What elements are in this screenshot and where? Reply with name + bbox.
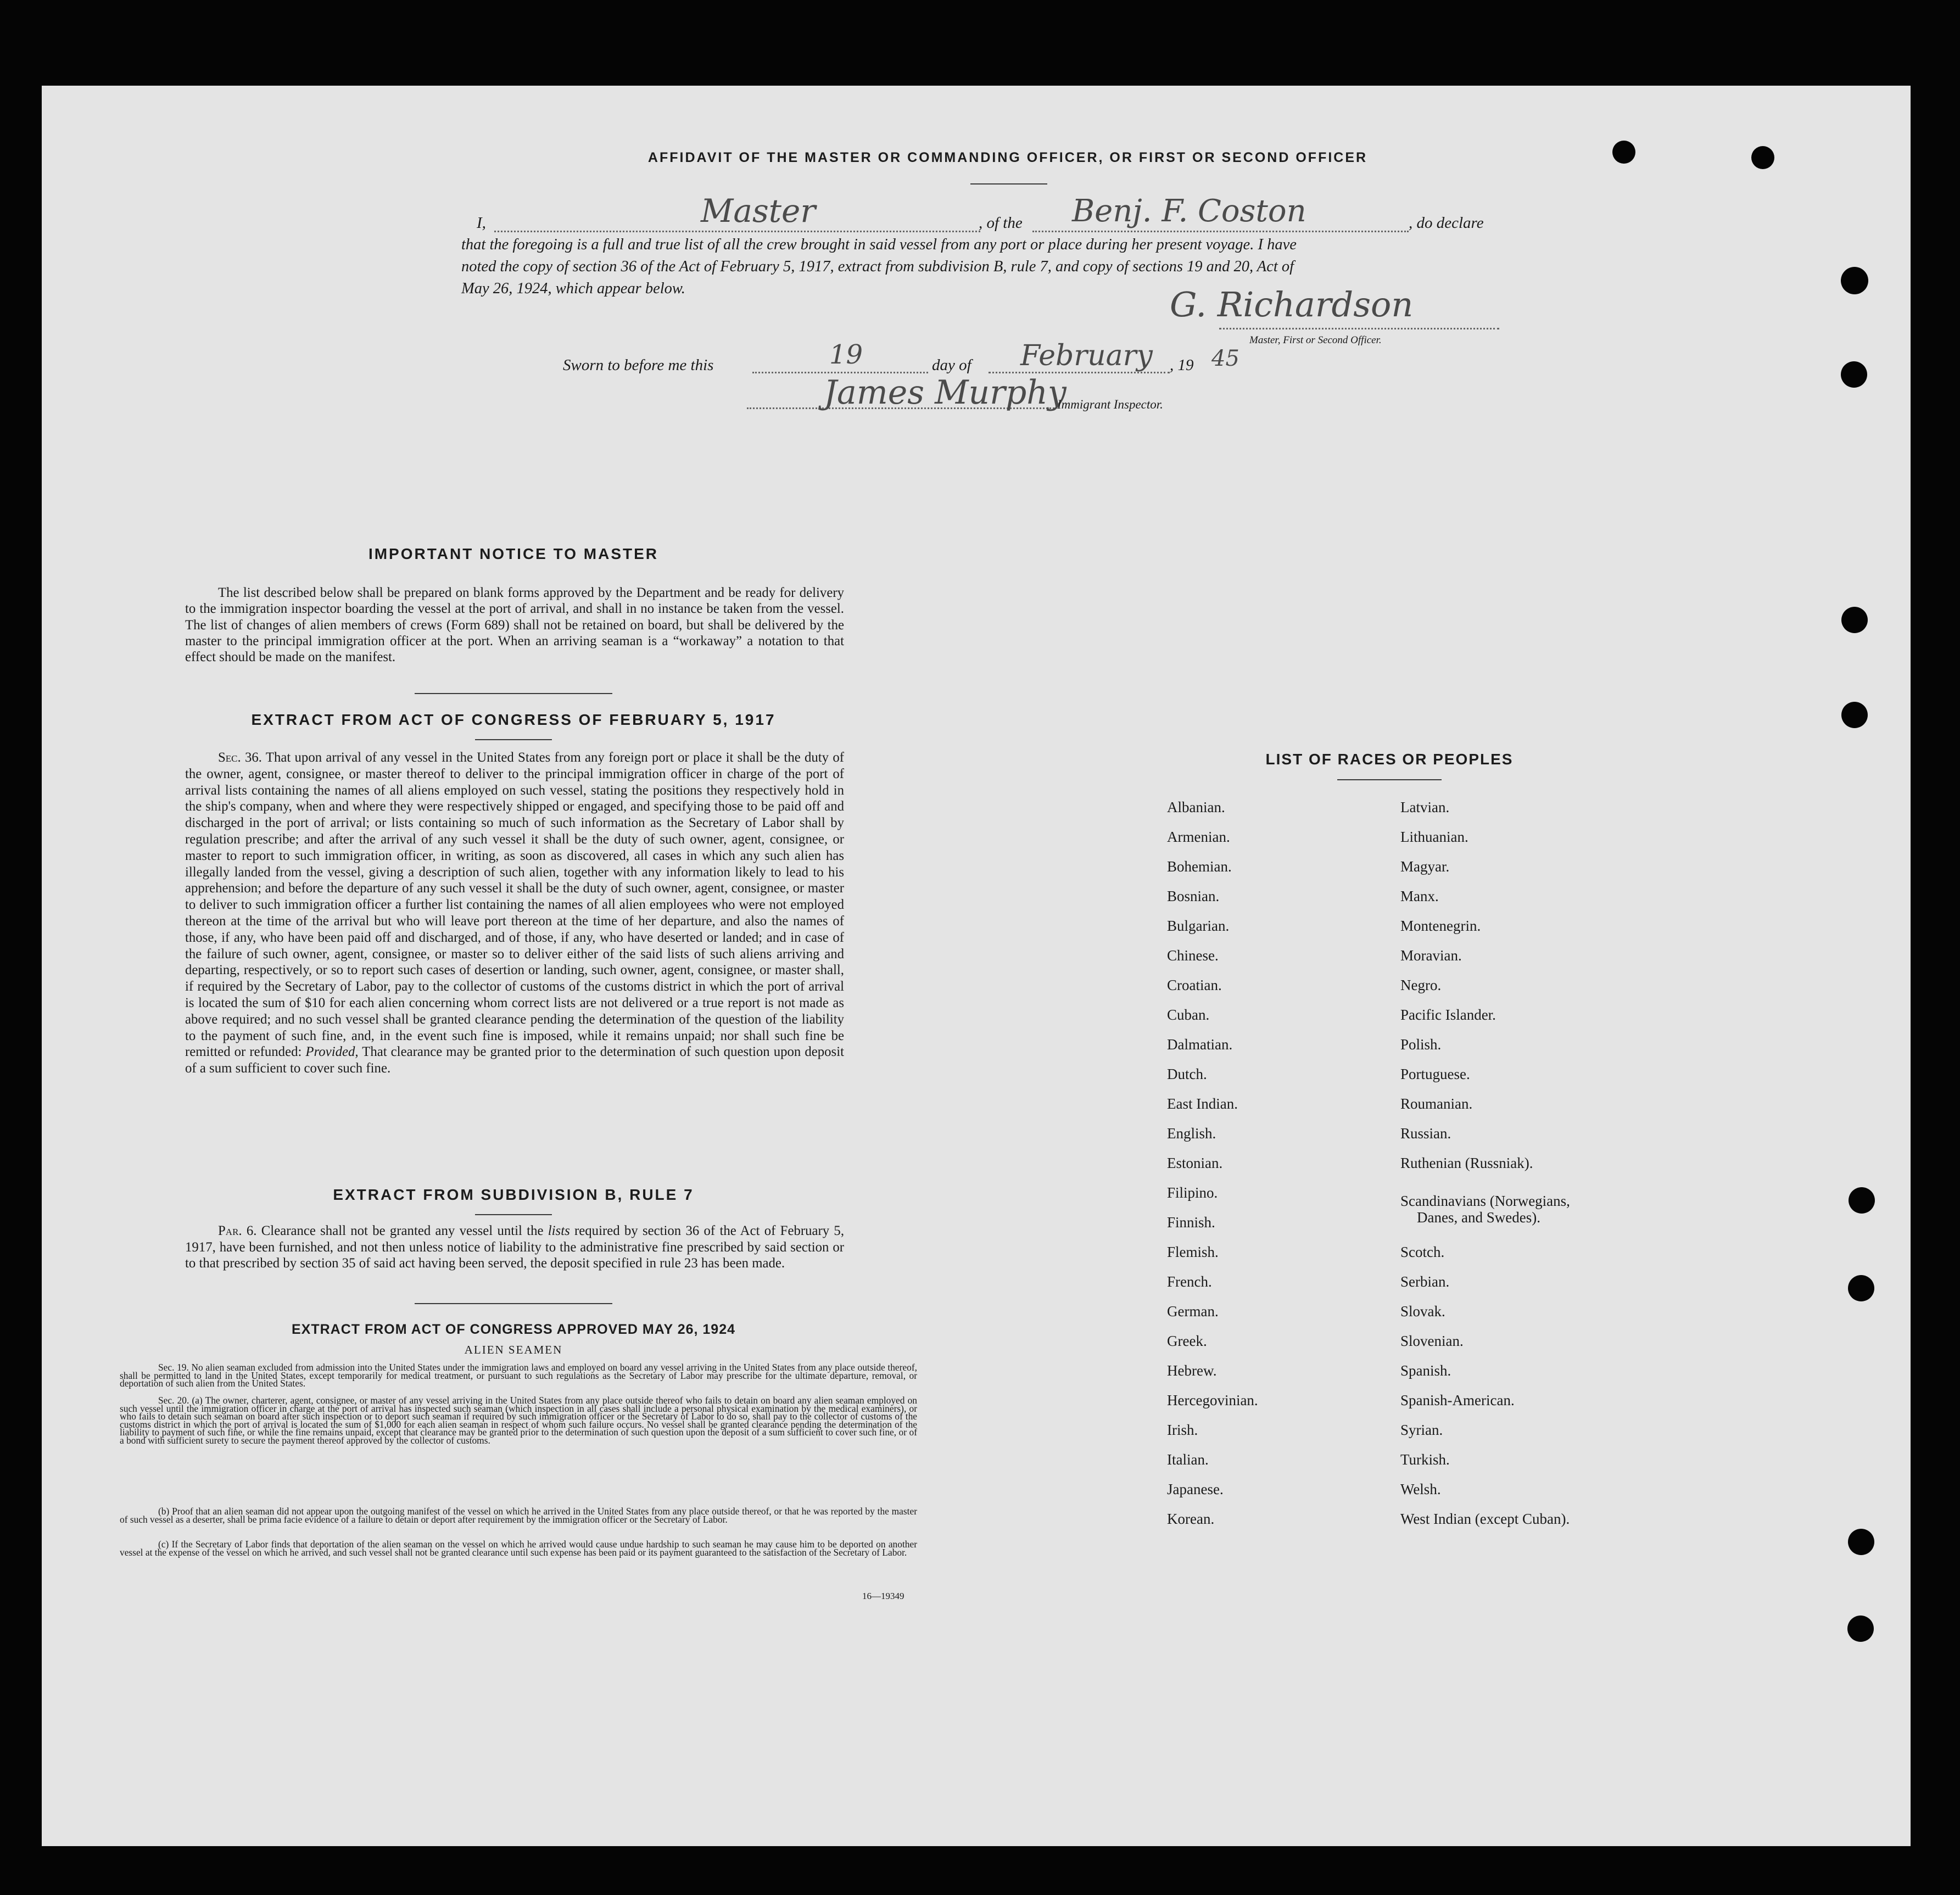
race-item: English. [1167, 1125, 1216, 1142]
race-item: Irish. [1167, 1422, 1198, 1438]
punch-hole [1848, 1275, 1874, 1301]
par-6-text-b: required by section 36 of the Act of February 5, 1917, have been furnished, and not then unless notice of liability to the administrative fine prescribed by said section or to that prescribed by section 35 of said act having been served, the deposit specified in rule 23 has been made. [185, 1223, 845, 1271]
race-item: Italian. [1167, 1451, 1209, 1468]
race-item: Spanish-American. [1400, 1392, 1515, 1408]
race-item: Chinese. [1167, 947, 1219, 964]
punch-hole [1841, 361, 1867, 388]
race-item: Turkish. [1400, 1451, 1450, 1468]
divider [475, 1214, 552, 1215]
inspector-signature: James Murphy [824, 373, 1066, 412]
race-item: Lithuanian. [1400, 829, 1468, 845]
provided-word: Provided, [305, 1044, 359, 1060]
race-item: Manx. [1400, 888, 1439, 904]
handwritten-month: February [1020, 339, 1153, 372]
affidavit-text-line-2: noted the copy of section 36 of the Act of February 5, 1917, extract from subdivision B, rule 7, and copy of sections 19 and 20, Act of [461, 258, 1294, 275]
affidavit-text-line-3: May 26, 1924, which appear below. [461, 280, 685, 297]
race-item: Flemish. [1167, 1244, 1219, 1260]
race-item: Moravian. [1400, 947, 1462, 964]
handwritten-rank: Master [701, 192, 816, 230]
race-item: Estonian. [1167, 1155, 1223, 1171]
sec-20b-text: (b) Proof that an alien seaman did not appear upon the outgoing manifest of the vessel on which he arrived in the United States from any place outside thereof, or that he was reported by the master of such vessel as a deserter, shall be prima facie evidence of a failure to detain or deport after requirement by the immigration officer or the Secretary of Labor. [120, 1506, 917, 1525]
race-item: Croatian. [1167, 977, 1222, 993]
signature-caption: Master, First or Second Officer. [1249, 334, 1382, 346]
races-title: LIST OF RACES OR PEOPLES [1265, 751, 1514, 768]
sworn-label: Sworn to before me this [563, 356, 714, 374]
notice-body [185, 585, 844, 665]
sec-19-text: Sec. 19. No alien seaman excluded from admission into the United States under the immigration laws and employed on board any vessel arriving in the United States from any place outside thereof, shall be permitted to land in the United States, except temporarily for medical treatment, or pursuant to such regulations as the Secretary of Labor may prescribe for the ultimate departure, removal, or deportation of such alien from the United States. [120, 1362, 917, 1389]
race-item: Russian. [1400, 1125, 1451, 1142]
race-item: German. [1167, 1303, 1219, 1320]
race-item: Scandinavians (Norwegians, [1400, 1193, 1570, 1209]
race-item: Bulgarian. [1167, 918, 1230, 934]
alien-seamen-subtitle: ALIEN SEAMEN [464, 1343, 563, 1356]
race-item: Hercegovinian. [1167, 1392, 1258, 1408]
race-item: French. [1167, 1273, 1212, 1290]
race-item: Portuguese. [1400, 1066, 1470, 1082]
handwritten-vessel-name: Benj. F. Coston [1072, 193, 1306, 229]
race-item: Slovenian. [1400, 1333, 1464, 1349]
extract-1917-title: EXTRACT FROM ACT OF CONGRESS OF FEBRUARY 5, 1917 [251, 711, 776, 728]
divider [415, 1303, 612, 1304]
punch-hole [1751, 146, 1774, 169]
race-item: Montenegrin. [1400, 918, 1481, 934]
day-of-label: day of [932, 356, 971, 374]
race-item: Scotch. [1400, 1244, 1445, 1260]
race-item: Finnish. [1167, 1214, 1215, 1231]
race-item: Bosnian. [1167, 888, 1220, 904]
punch-hole [1841, 607, 1868, 633]
notice-text: The list described below shall be prepared on blank forms approved by the Department and be ready for delivery to the immigration inspector boarding the vessel at the port of arrival, and shall in no instance be taken from the vessel. The list of changes of alien members of crews (Form 689) shall not be retained on board, but shall be delivered by the master to the principal immigration officer at the port. When an arriving seaman is a “workaway” a notation to that effect should be made on the manifest. [185, 585, 844, 665]
par-6-text-a: Clearance shall not be granted any vessel until the [261, 1223, 544, 1238]
divider [415, 693, 612, 694]
do-declare-label: , do declare [1409, 214, 1484, 232]
affidavit-title: AFFIDAVIT OF THE MASTER OR COMMANDING OFFICER, OR FIRST OR SECOND OFFICER [647, 150, 1368, 165]
punch-hole [1848, 1529, 1874, 1555]
race-item: Dutch. [1167, 1066, 1207, 1082]
race-item: Danes, and Swedes). [1417, 1209, 1540, 1226]
sec-20a-text: Sec. 20. (a) The owner, charterer, agent, consignee, or master of any vessel arriving in the United States from any place outside thereof who fails to detain on board any alien seaman employed on such vessel until the immigration officer in charge at the port of arrival has inspected such seaman (which inspection in all cases shall include a personal physical examination by the medical examiners), or who fails to detain such seaman on board after such inspection or to deport such seaman if required by such immigration officer or the Secretary of Labor to do so, shall pay to the collector of customs of the customs district in which the port of arrival is located the sum of $1,000 for each alien seaman in respect of whom such failure occurs. No vessel shall be granted clearance pending the determination of the liability to payment of such fine, or while the fine remains unpaid, except that clearance may be granted prior to the determination of such question upon the deposit of a sum sufficient to cover such fine, or of a bond with sufficient surety to secure the payment thereof approved by the collector of customs. [120, 1395, 917, 1446]
race-item: Roumanian. [1400, 1095, 1473, 1112]
race-item: Spanish. [1400, 1362, 1451, 1379]
signature-line [1219, 328, 1499, 329]
affidavit-text-line-1: that the foregoing is a full and true list of all the crew brought in said vessel from any port or place during her present voyage. I have [461, 236, 1297, 253]
sec-20c-text: (c) If the Secretary of Labor finds that deportation of the alien seaman on the vessel on which he arrived would cause undue hardship to such seaman he may cause him to be deported on another vessel at the expense of the vessel on which he arrived, and such vessel shall not be granted clearance until such expense has been paid or its payment guaranteed to the satisfaction of the Secretary of Labor. [120, 1539, 917, 1558]
race-item: Cuban. [1167, 1007, 1210, 1023]
of-the-label: , of the [979, 214, 1023, 232]
race-item: Albanian. [1167, 799, 1225, 815]
extract-1924-title: EXTRACT FROM ACT OF CONGRESS APPROVED MAY 26, 1924 [291, 1322, 736, 1337]
year-prefix: , 19 [1170, 356, 1194, 374]
race-item: Filipino. [1167, 1184, 1218, 1201]
race-item: Latvian. [1400, 799, 1450, 815]
divider [475, 739, 552, 740]
race-item: Pacific Islander. [1400, 1007, 1496, 1023]
sec-36-text-end: That clearance may be granted prior to the determination of such question upon deposit of a sum sufficient to cover such fine. [185, 1044, 844, 1076]
race-item: Korean. [1167, 1511, 1215, 1527]
punch-hole [1847, 1615, 1874, 1642]
affidavit-i-label: I, [477, 214, 486, 232]
race-item: Magyar. [1400, 858, 1450, 875]
form-number: 16—19349 [862, 1591, 904, 1601]
notice-title: IMPORTANT NOTICE TO MASTER [368, 545, 659, 562]
divider [1337, 779, 1442, 780]
race-item: Greek. [1167, 1333, 1207, 1349]
race-item: Negro. [1400, 977, 1442, 993]
punch-hole [1849, 1187, 1875, 1214]
sec-36-text: That upon arrival of any vessel in the United States from any foreign port or place it shall be the duty of the owner, agent, consignee, or master thereof to deliver to the principal immigration officer in charge of the port of arrival lists containing the names of all aliens employed on such vessel, stating the positions they respectively hold in the ship's company, when and where they were respectively shipped or engaged, and specifying those to be paid off and discharged in the port of arrival; or lists containing so much of such information as the Secretary of Labor shall by regulation prescribe; and after the arrival of any such vessel it shall be the duty of such owner, agent, consignee, or master to report to such immigration officer, in writing, as soon as discovered, all cases in which any such alien has illegally landed from the vessel, giving a description of such alien, together with any information likely to lead to his apprehension; and before the departure of any such vessel it shall be the duty of such owner, agent, consignee, or master to deliver to such immigration officer a further list containing the names of all alien employees who were not employed thereon at the time of the arrival but who will leave port thereon at the time of her departure, and also the names of those, if any, who have been paid off and discharged, and of those, if any, who have deserted or landed; and in case of the failure of such owner, agent, consignee, or master so to deliver either of the said lists of such aliens arriving and departing, respectively, or so to report such cases of desertion or landing, such owner, agent, consignee, or master shall, if required by the Secretary of Labor, pay to the collector of customs of the customs district in which the port of arrival is located the sum of $10 for each alien concerning whom correct lists are not delivered or a true report is not made as above required; and no such vessel shall be granted clearance pending the determination of the question of the liability to the payment of such fine, and, in the event such fine is imposed, while it remains unpaid; nor shall such fine be remitted or refunded: [185, 750, 844, 1060]
divider [970, 183, 1047, 185]
sec-36-label: Sec. 36. [218, 750, 262, 765]
punch-hole [1841, 267, 1868, 294]
race-item: Slovak. [1400, 1303, 1445, 1320]
race-item: Japanese. [1167, 1481, 1224, 1497]
race-item: Armenian. [1167, 829, 1230, 845]
master-signature: G. Richardson [1170, 284, 1414, 325]
par-6-label: Par. 6. [218, 1223, 257, 1238]
race-item: East Indian. [1167, 1095, 1238, 1112]
handwritten-year: 45 [1211, 346, 1239, 371]
race-item: Syrian. [1400, 1422, 1443, 1438]
race-item: Bohemian. [1167, 858, 1232, 875]
punch-hole [1612, 141, 1635, 164]
inspector-caption: Immigrant Inspector. [1057, 398, 1163, 411]
race-item: Polish. [1400, 1036, 1442, 1053]
vessel-line [1032, 231, 1409, 232]
race-item: Ruthenian (Russniak). [1400, 1155, 1533, 1171]
rank-line [494, 231, 980, 232]
race-item: Hebrew. [1167, 1362, 1217, 1379]
lists-word: lists [548, 1223, 570, 1238]
rule-7-title: EXTRACT FROM SUBDIVISION B, RULE 7 [333, 1186, 694, 1203]
race-item: Dalmatian. [1167, 1036, 1233, 1053]
race-item: West Indian (except Cuban). [1400, 1511, 1570, 1527]
handwritten-day: 19 [829, 339, 863, 370]
rule-7-body [185, 1223, 844, 1272]
race-item: Welsh. [1400, 1481, 1441, 1497]
punch-hole [1841, 702, 1868, 728]
extract-1917-body [185, 750, 844, 1077]
race-item: Serbian. [1400, 1273, 1450, 1290]
